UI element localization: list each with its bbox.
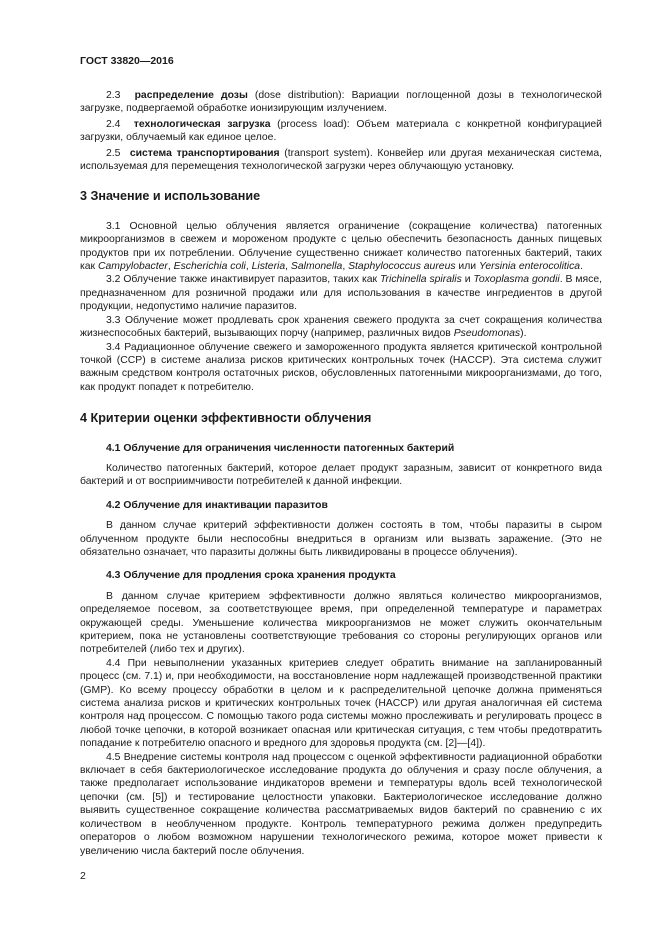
paragraph-3-2: 3.2 Облучение также инактивирует паразитов, таких как Trichinella spiralis и Toxoplasma gondii. В мясе, предназначенном для розничной продажи или для использования в качестве ингредиентов в другой продукции, недопустимо наличие паразитов. xyxy=(80,274,602,313)
term: технологическая загрузка xyxy=(133,118,271,130)
subsection-4-2-heading: 4.2 Облучение для инактивации паразитов xyxy=(106,499,328,511)
paragraph-3-1: 3.1 Основной целью облучения является ограничение (сокращение количества) патогенных микроорганизмов в свежем и мороженом продукте с целью обеспечить безопасность данных пищевых продуктов при их потреблении. Облучение существенно снижает количество патогенных бактерий, таких как Campylobacter, Escherichia coli, Listeria, Salmonella, Staphylococcus aureus или Yersinia enterocolitica. xyxy=(80,220,602,273)
definition-2-5: 2.5 система транспортирования (transport system). Конвейер или другая механическая система, используемая для перемещения технологической загрузки через облучающую установку. xyxy=(80,147,602,173)
paragraph-3-4: 3.4 Радиационное облучение свежего и замороженного продукта является критической контрольной точкой (CCP) в системе анализа рисков критических контрольных точек (HACCP). Эта система служит важным средством контроля остаточных рисков, обусловленных патогенными микроорганизмами, до того, как продукт попадет к потребителю. xyxy=(80,341,602,393)
subsection-4-1-heading: 4.1 Облучение для ограничения численности патогенных бактерий xyxy=(106,442,455,454)
paragraph-3-3: 3.3 Облучение может продлевать срок хранения свежего продукта за счет сокращения количества жизнеспособных бактерий, вызывающих порчу (например, различных видов Pseudomonas). xyxy=(80,314,602,340)
paragraph-4-2: В данном случае критерий эффективности должен состоять в том, чтобы паразиты в сыром облученном продукте были неспособны внедриться в организм или вызвать заражение. (Это не обязательно означает, что паразиты должны быть ликвидированы в процессе облучения). xyxy=(80,520,602,558)
document-header: ГОСТ 33820—2016 xyxy=(80,55,174,67)
section-4-heading: 4 Критерии оценки эффективности облучения xyxy=(80,411,372,426)
section-3-heading: 3 Значение и использование xyxy=(80,189,261,204)
definition-2-4: 2.4 технологическая загрузка (process load): Объем материала с конкретной конфигурацией загрузки, облучаемый как единое целое. xyxy=(80,118,602,144)
page-number: 2 xyxy=(80,870,86,882)
page-content xyxy=(80,89,602,858)
paragraph-4-3: В данном случае критерием эффективности должно являться количество микроорганизмов, определяемое посевом, за соответствующее время, при определенной температуре и параметрах окружающей среды. Уменьшение количества микроорганизмов не может служить окончательным критерием, пока не установлены соответствующие требования со стороны регулирующих органов или потребителей (либо тех и других). xyxy=(80,590,602,656)
term: распределение дозы xyxy=(134,90,248,101)
paragraph-4-5: 4.5 Внедрение системы контроля над процессом с оценкой эффективности радиационной обработки включает в себя бактериологическое исследование продукта до облучения и сразу после облучения, а также предполагает использование индикаторов времени и температуры вдоль всей технологической цепочки (см. [5]) и тестирование целостности упаковки. Бактериологическое исследование должно выявить существенное сокращение количества рассматриваемых видов бактерий по сравнению с их количеством в необлученном продукте. Контроль температурного режима должен предупредить операторов о любом возможном нарушении технологического режима, которое может привести к увеличению числа бактерий после облучения. xyxy=(80,751,602,857)
paragraph-4-1: Количество патогенных бактерий, которое делает продукт заразным, зависит от конкретного вида бактерий и от восприимчивости потребителей к данной инфекции. xyxy=(80,462,602,488)
subsection-4-3-heading: 4.3 Облучение для продления срока хранения продукта xyxy=(106,570,396,582)
definition-2-3: 2.3 распределение дозы (dose distribution): Вариации поглощенной дозы в технологической загрузке, подвергаемой обработке ионизирующим излучением. xyxy=(80,90,602,115)
term: система транспортирования xyxy=(129,147,280,159)
paragraph-4-4: 4.4 При невыполнении указанных критериев следует обратить внимание на запланированный процесс (см. 7.1) и, при необходимости, на восстановление норм надлежащей производственной практики (GMP). Ко всему процессу обработки в целом и к распределительной цепочке должна применяться система анализа рисков и критических контрольных точек (HACCP) или другая аналогичная ей система контроля над процессом. С помощью такого рода системы можно прослеживать и регулировать процесс в любой точке цепочки, в которой возникает опасная или критическая ситуация, с тем чтобы предотвратить попадание к потребителю опасного и вредного для здоровья продукта (см. [2]—[4]). xyxy=(80,657,602,750)
